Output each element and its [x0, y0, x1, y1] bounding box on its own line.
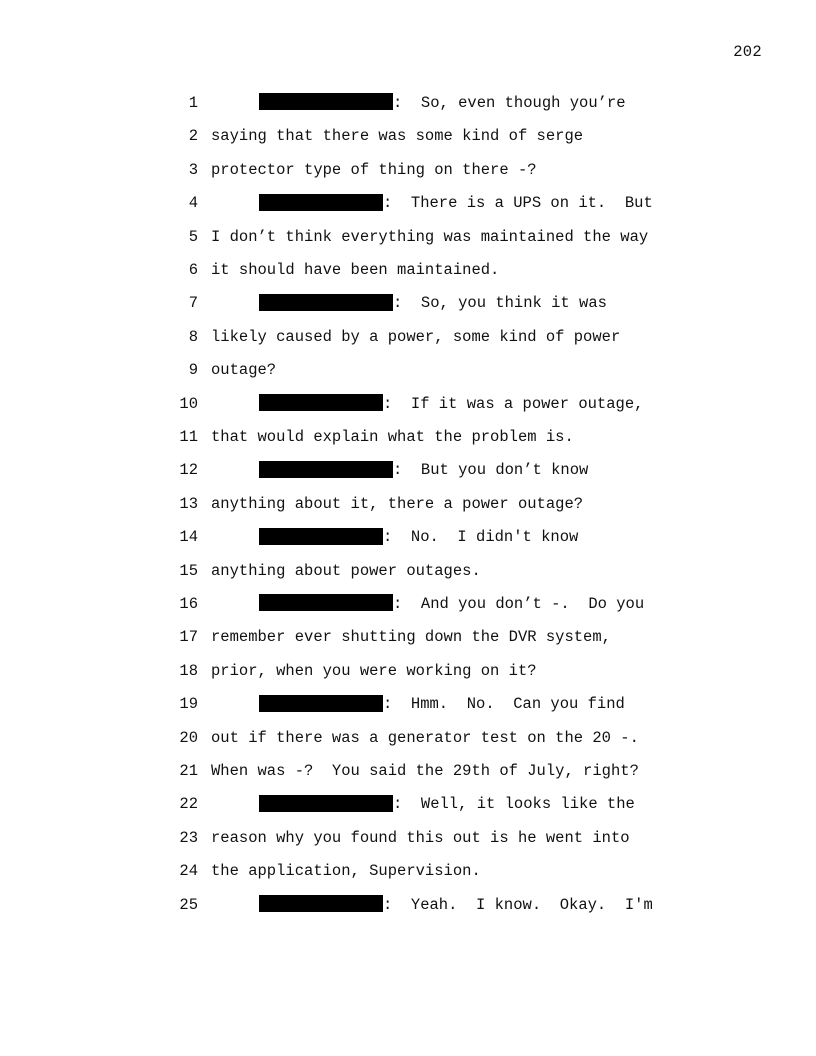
- line-number: 24: [179, 862, 198, 881]
- speaker-turn: [259, 889, 653, 922]
- redacted-speaker-name: [259, 394, 383, 411]
- speaker-text: : So, even though you’re: [393, 94, 626, 112]
- transcript-line: [0, 688, 816, 721]
- line-number: 5: [188, 227, 198, 246]
- line-number: 23: [179, 828, 198, 847]
- line-text: the application, Supervision.: [211, 862, 481, 881]
- line-number: 25: [179, 895, 198, 914]
- transcript-line: [0, 87, 816, 120]
- speaker-turn: [259, 588, 644, 621]
- speaker-text: : But you don’t know: [393, 461, 589, 480]
- speaker-turn: [259, 688, 625, 721]
- line-number: 17: [179, 628, 198, 647]
- transcript-line: [0, 621, 816, 654]
- transcript-line: [0, 354, 816, 387]
- transcript-line: [0, 588, 816, 621]
- transcript-line: [0, 655, 816, 688]
- transcript-line: [0, 321, 816, 354]
- speaker-text: : And you don’t -. Do you: [393, 595, 645, 613]
- transcript-line: [0, 287, 816, 320]
- line-number: 1: [188, 94, 198, 112]
- redacted-speaker-name: [259, 695, 383, 712]
- transcript-line: [0, 454, 816, 487]
- speaker-text: : So, you think it was: [393, 294, 607, 313]
- speaker-text: : Hmm. No. Can you find: [383, 695, 625, 714]
- transcript-line: [0, 421, 816, 454]
- line-number: 4: [188, 194, 198, 213]
- speaker-turn: [259, 454, 588, 487]
- transcript-line: [0, 254, 816, 287]
- line-number: 21: [179, 762, 198, 780]
- line-text: I don’t think everything was maintained the way: [211, 227, 649, 246]
- speaker-text: : There is a UPS on it. But: [383, 194, 653, 213]
- transcript-line: [0, 555, 816, 588]
- line-text: that would explain what the problem is.: [211, 428, 574, 446]
- line-number: 22: [179, 795, 198, 814]
- line-number: 2: [188, 127, 198, 146]
- line-number: 13: [179, 494, 198, 513]
- transcript-line: [0, 388, 816, 421]
- redacted-speaker-name: [259, 294, 393, 311]
- line-text: prior, when you were working on it?: [211, 661, 537, 680]
- speaker-turn: [259, 87, 626, 120]
- line-text: anything about it, there a power outage?: [211, 494, 584, 513]
- line-number: 3: [188, 160, 198, 179]
- speaker-turn: [259, 521, 578, 554]
- speaker-turn: [259, 788, 635, 821]
- line-text: reason why you found this out is he went into: [211, 828, 630, 847]
- transcript-line: [0, 154, 816, 187]
- line-text: out if there was a generator test on the 20 -.: [211, 728, 639, 747]
- speaker-turn: [259, 388, 643, 421]
- line-text: remember ever shutting down the DVR system,: [211, 628, 611, 647]
- line-text: it should have been maintained.: [211, 261, 500, 279]
- transcript-line: [0, 221, 816, 254]
- line-number: 19: [179, 695, 198, 714]
- speaker-text: : No. I didn't know: [383, 528, 579, 547]
- speaker-turn: [259, 287, 607, 320]
- redacted-speaker-name: [259, 194, 383, 211]
- line-number: 20: [179, 728, 198, 747]
- line-number: 7: [188, 294, 198, 313]
- page-number: 202: [733, 43, 762, 61]
- transcript-line: [0, 788, 816, 821]
- transcript-line: [0, 855, 816, 888]
- speaker-text: : Well, it looks like the: [393, 795, 635, 814]
- line-text: anything about power outages.: [211, 561, 481, 580]
- transcript-line: [0, 120, 816, 153]
- speaker-text: : If it was a power outage,: [383, 394, 644, 413]
- transcript-line: [0, 722, 816, 755]
- line-text: likely caused by a power, some kind of power: [211, 327, 621, 346]
- line-number: 18: [179, 661, 198, 680]
- line-number: 8: [188, 327, 198, 346]
- transcript-line: [0, 488, 816, 521]
- redacted-speaker-name: [259, 795, 393, 812]
- line-text: outage?: [211, 361, 277, 380]
- line-number: 11: [179, 428, 198, 446]
- line-number: 9: [188, 361, 198, 380]
- redacted-speaker-name: [259, 895, 383, 912]
- transcript-line: [0, 755, 816, 788]
- redacted-speaker-name: [259, 461, 393, 478]
- line-number: 12: [179, 461, 198, 480]
- line-number: 10: [179, 394, 198, 413]
- line-number: 14: [179, 528, 198, 547]
- line-number: 16: [179, 595, 198, 613]
- line-number: 6: [188, 261, 198, 279]
- line-number: 15: [179, 561, 198, 580]
- line-text: When was -? You said the 29th of July, right?: [211, 762, 639, 780]
- redacted-speaker-name: [259, 528, 383, 545]
- speaker-text: : Yeah. I know. Okay. I'm: [383, 895, 653, 914]
- transcript-line: [0, 889, 816, 922]
- line-text: saying that there was some kind of serge: [211, 127, 584, 146]
- transcript-line: [0, 521, 816, 554]
- redacted-speaker-name: [259, 594, 393, 611]
- transcript-line: [0, 822, 816, 855]
- line-text: protector type of thing on there -?: [211, 160, 537, 179]
- transcript-line: [0, 187, 816, 220]
- redacted-speaker-name: [259, 93, 393, 110]
- speaker-turn: [259, 187, 653, 220]
